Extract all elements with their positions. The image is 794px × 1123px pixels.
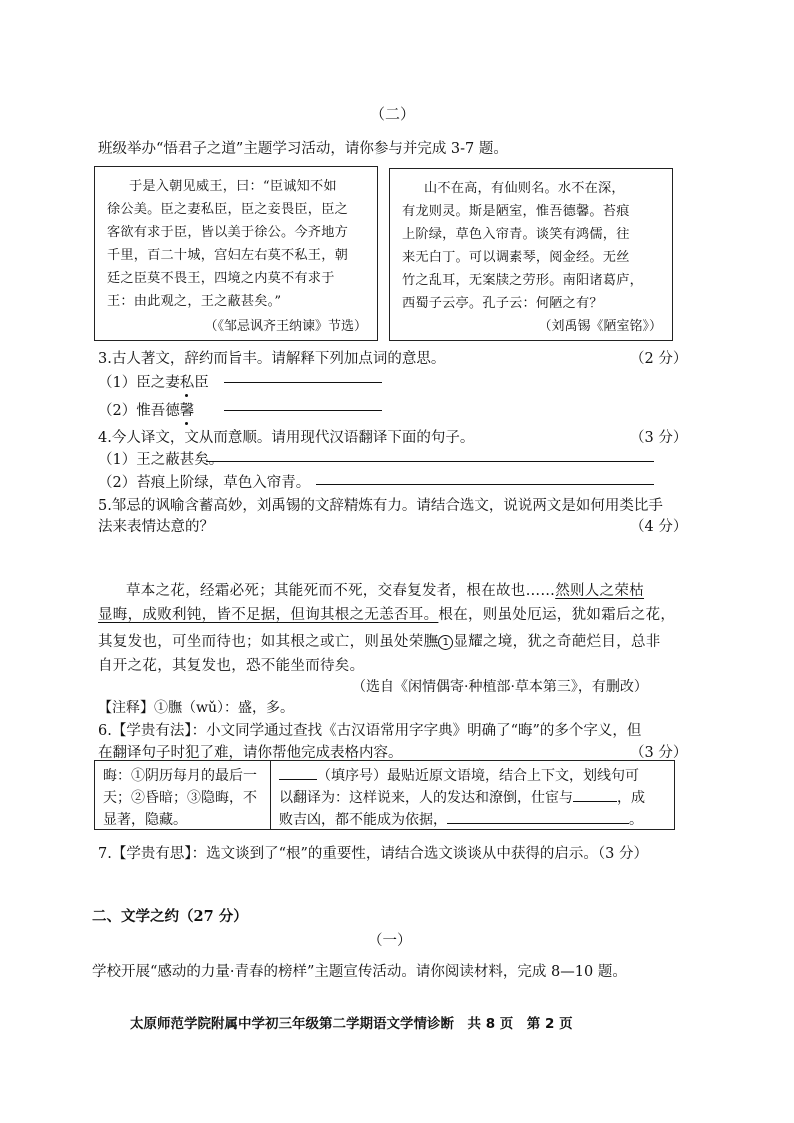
answer-text: （填序号）最贴近原文语境，结合上下文，划线句可	[317, 768, 639, 784]
underlined-sentence: 显晦，成败利钝，皆不足据，但询其根之无恙否耳。	[98, 607, 439, 623]
excerpt-source: （《邹忌讽齐王纳谏》节选）	[204, 319, 367, 334]
answer-blank[interactable]	[447, 809, 629, 824]
section-number: （二）	[370, 105, 416, 123]
excerpt-line: 西蜀子云亭。孔子云：何陋之有？	[402, 296, 603, 311]
passage-text: 根在，则虽处厄运，犹如霜后之花，	[438, 607, 676, 623]
excerpt-line: 廷之臣莫不畏王，四境之内莫不有求于	[107, 271, 335, 286]
question-7: 7.【学贵有思】：选文谈到了“根”的重要性，请结合选文谈谈从中获得的启示。（3 分）	[98, 846, 648, 862]
definition-line: 显著，隐藏。	[103, 812, 187, 828]
answer-text: ，成	[617, 790, 645, 806]
question-4-item-2: （2）苔痕上阶绿，草色入帘青。	[98, 475, 311, 491]
part-two-heading: 二、文学之约（27 分）	[92, 908, 248, 925]
question-3-item-2	[98, 399, 194, 420]
question-5-score: （4 分）	[630, 519, 688, 535]
excerpt-line: 来无白丁。可以调素琴，阅金经。无丝	[402, 250, 630, 265]
question-3-stem: 3.古人著文，辞约而旨丰。请解释下列加点词的意思。	[98, 351, 446, 367]
excerpt-line: 千里，百二十城，宫妇左右莫不私王，朝	[107, 248, 348, 263]
page-footer: 太原师范学院附属中学初三年级第二学期语文学情诊断 共 8 页 第 2 页	[130, 1016, 573, 1032]
answer-blank[interactable]	[224, 396, 382, 411]
definition-line: 天；②昏暗；③隐晦，不	[103, 790, 257, 806]
answer-blank[interactable]	[224, 368, 382, 383]
footnote-marker: 1	[438, 635, 453, 650]
answer-line	[279, 765, 645, 787]
excerpt-line: 客欲有求于臣，皆以美于徐公。今齐地方	[107, 225, 348, 240]
answer-line	[279, 787, 645, 809]
definition-cell	[95, 761, 271, 829]
answer-cell	[271, 761, 674, 829]
question-6-line-1: 6.【学贵有法】：小文同学通过查找《古汉语常用字字典》明确了“晦”的多个字义，但	[98, 723, 642, 739]
excerpt-line: 徐公美。臣之妻私臣，臣之妾畏臣，臣之	[107, 202, 348, 217]
definition-line: 晦：①阴历每月的最后一	[103, 768, 257, 784]
question-3-item-1	[98, 371, 209, 392]
section-intro: 班级举办“悟君子之道”主题学习活动，请你参与并完成 3-7 题。	[98, 141, 508, 157]
part-two-intro: 学校开展“感动的力量·青春的榜样”主题宣传活动。请你阅读材料，完成 8—10 题。	[92, 964, 627, 980]
question-5-line-1: 5.邹忌的讽喻含蓄高妙，刘禹锡的文辞精炼有力。请结合选文，说说两文是如何用类比手	[98, 498, 663, 514]
answer-blank[interactable]	[316, 470, 654, 485]
dotted-word: 馨	[179, 403, 195, 419]
excerpt-box-zouji	[94, 166, 378, 341]
item-prefix: （1）臣之妻	[98, 375, 180, 391]
excerpt-line: 上阶绿，草色入帘青。谈笑有鸿儒，往	[402, 227, 630, 242]
question-6-table	[94, 760, 675, 830]
underlined-sentence: 然则人之荣枯	[555, 583, 645, 599]
question-5-line-2: 法来表情达意的？	[98, 519, 214, 535]
excerpt-line: 竹之乱耳，无案牍之劳形。南阳诸葛庐，	[402, 273, 643, 288]
question-6-score: （3 分）	[630, 745, 688, 761]
question-4-item-1: （1）王之蔽甚矣。	[98, 452, 224, 468]
excerpt-source: （刘禹锡《陋室铭》）	[538, 319, 662, 334]
number-blank[interactable]	[279, 765, 317, 780]
excerpt-line: 有龙则灵。斯是陋室，惟吾德馨。苔痕	[402, 204, 630, 219]
answer-blank[interactable]	[573, 787, 617, 802]
item-prefix: （2）惟吾德	[98, 403, 180, 419]
passage-line-1	[98, 579, 644, 600]
passage-text: 草本之花，经霜必死；其能死而不死，交春复发者，根在故也……	[126, 583, 556, 599]
passage-line-4: 自开之花，其复发也，恐不能坐而待矣。	[98, 658, 365, 674]
question-3-score: （2 分）	[630, 351, 688, 367]
passage-text: 显耀之境，犹之奇葩烂目，总非	[453, 634, 661, 650]
dotted-word: 私	[179, 375, 195, 391]
item-suffix: 臣	[194, 375, 209, 391]
excerpt-box-loushiming	[389, 168, 673, 341]
passage-line-2	[98, 603, 675, 624]
question-6-line-2: 在翻译句子时犯了难，请你帮他完成表格内容。	[98, 745, 403, 761]
excerpt-line: 山不在高，有仙则名。水不在深，	[424, 181, 625, 196]
question-4-stem: 4.今人译文，文从而意顺。请用现代汉语翻译下面的句子。	[98, 430, 475, 446]
answer-blank[interactable]	[206, 447, 654, 462]
answer-text: 败吉凶，都不能成为依据，	[279, 812, 447, 828]
passage-note: 【注释】①膴（wǔ）：盛，多。	[98, 700, 294, 716]
excerpt-line: 于是入朝见威王，曰：“臣诚知不如	[129, 179, 337, 194]
passage-line-3	[98, 630, 661, 651]
question-4-score: （3 分）	[630, 430, 688, 446]
passage-text: 其复发也，可坐而待也；如其根之或亡，则虽处荣膴	[98, 634, 439, 650]
part-two-sub: （一）	[368, 933, 412, 949]
excerpt-line: 王：由此观之，王之蔽甚矣。”	[107, 294, 282, 309]
answer-line	[279, 809, 645, 831]
answer-text: 。	[629, 812, 643, 828]
passage-source: （选自《闲情偶寄·种植部·草本第三》，有删改）	[352, 679, 648, 695]
answer-text: 以翻译为：这样说来，人的发达和潦倒，仕宦与	[279, 790, 573, 806]
